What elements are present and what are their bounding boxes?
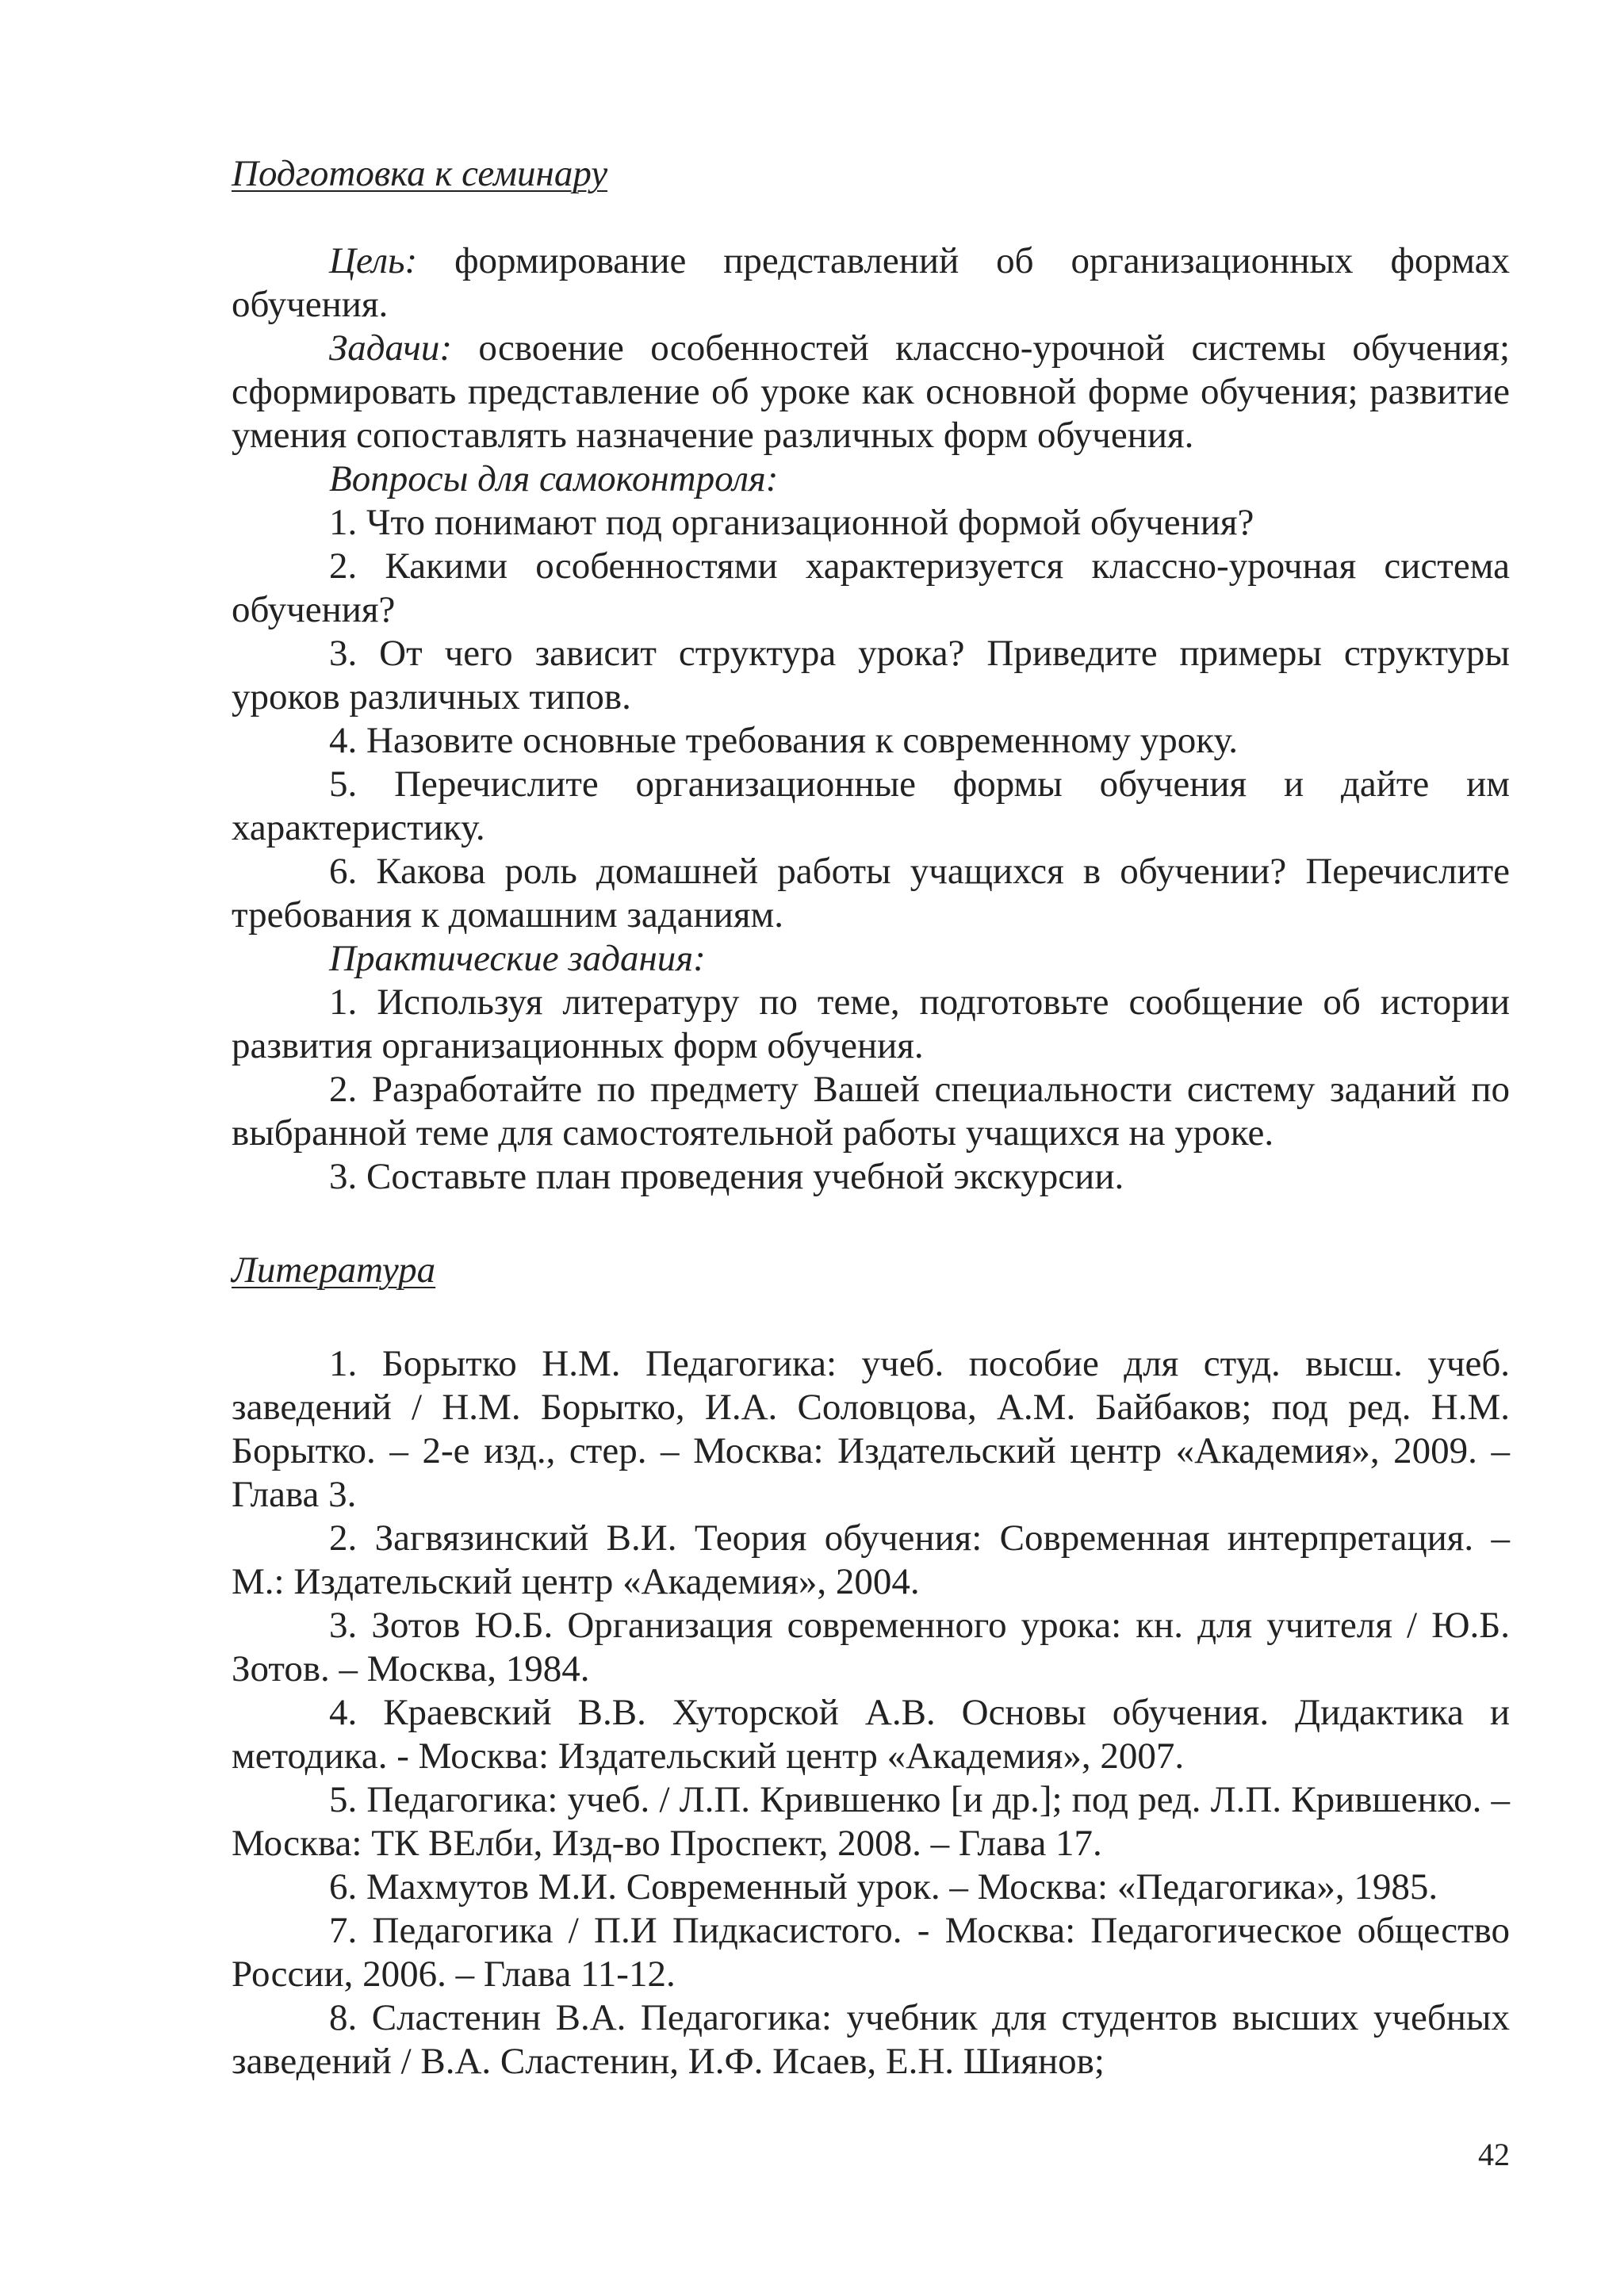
literature-item: 5. Педагогика: учеб. / Л.П. Крившенко [и др.]; под ред. Л.П. Крившенко. – Москва: ТК ВЕлби, Изд-во Проспект, 2008. – Глава 17. <box>232 1779 1510 1864</box>
spacer <box>232 196 1510 239</box>
literature-title: Литература <box>232 1249 436 1291</box>
practical-item: 2. Разработайте по предмету Вашей специальности систему заданий по выбранной теме для самостоятельной работы учащихся на уроке. <box>232 1069 1510 1154</box>
practical-item: 1. Используя литературу по теме, подготовьте сообщение об истории развития организационных форм обучения. <box>232 982 1510 1066</box>
literature-item: 8. Сластенин В.А. Педагогика: учебник для студентов высших учебных заведений / В.А. Сластенин, И.Ф. Исаев, Е.Н. Шиянов; <box>232 1997 1510 2082</box>
practical-heading: Практические задания: <box>329 938 706 979</box>
question-item: 5. Перечислите организационные формы обучения и дайте им характеристику. <box>232 763 1510 848</box>
practical-item: 3. Составьте план проведения учебной экскурсии. <box>329 1156 1124 1197</box>
page-number: 42 <box>1478 2137 1510 2172</box>
goal-label: Цель: <box>329 240 418 281</box>
tasks-paragraph <box>232 327 1510 457</box>
literature-item: 6. Махмутов М.И. Современный урок. – Москва: «Педагогика», 1985. <box>329 1866 1438 1908</box>
question-item: 1. Что понимают под организационной формой обучения? <box>329 502 1254 543</box>
document-page <box>232 152 1510 2084</box>
literature-item: 4. Краевский В.В. Хуторской А.В. Основы обучения. Дидактика и методика. - Москва: Издательский центр «Академия», 2007. <box>232 1692 1510 1777</box>
literature-item: 2. Загвязинский В.И. Теория обучения: Современная интерпретация. – М.: Издательский центр «Академия», 2004. <box>232 1517 1510 1602</box>
goal-paragraph <box>232 239 1510 327</box>
literature-item: 3. Зотов Ю.Б. Организация современного урока: кн. для учителя / Ю.Б. Зотов. – Москва, 1984. <box>232 1605 1510 1689</box>
question-item: 2. Какими особенностями характеризуется классно-урочная система обучения? <box>232 545 1510 630</box>
question-item: 3. От чего зависит структура урока? Приведите примеры структуры уроков различных типов. <box>232 633 1510 718</box>
question-item: 4. Назовите основные требования к современному уроку. <box>329 720 1239 761</box>
spacer <box>232 1292 1510 1342</box>
literature-item: 7. Педагогика / П.И Пидкасистого. - Москва: Педагогическое общество России, 2006. – Глава 11-12. <box>232 1910 1510 1995</box>
questions-heading: Вопросы для самоконтроля: <box>329 458 779 499</box>
question-item: 6. Какова роль домашней работы учащихся в обучении? Перечислите требования к домашним заданиям. <box>232 851 1510 936</box>
literature-item: 1. Борытко Н.М. Педагогика: учеб. пособие для студ. высш. учеб. заведений / Н.М. Борытко, И.А. Соловцова, А.М. Байбаков; под ред. Н.М. Борытко. – 2-е изд., стер. – Москва: Издательский центр «Академия», 2009. – Глава 3. <box>232 1343 1510 1515</box>
tasks-label: Задачи: <box>329 327 452 369</box>
spacer <box>232 1199 1510 1249</box>
goal-text: формирование представлений об организационных формах обучения. <box>232 240 1510 325</box>
seminar-title: Подготовка к семинару <box>232 153 608 194</box>
tasks-text: освоение особенностей классно-урочной системы обучения; сформировать представление об уроке как основной форме обучения; развитие умения сопоставлять назначение различных форм обучения. <box>232 327 1510 456</box>
